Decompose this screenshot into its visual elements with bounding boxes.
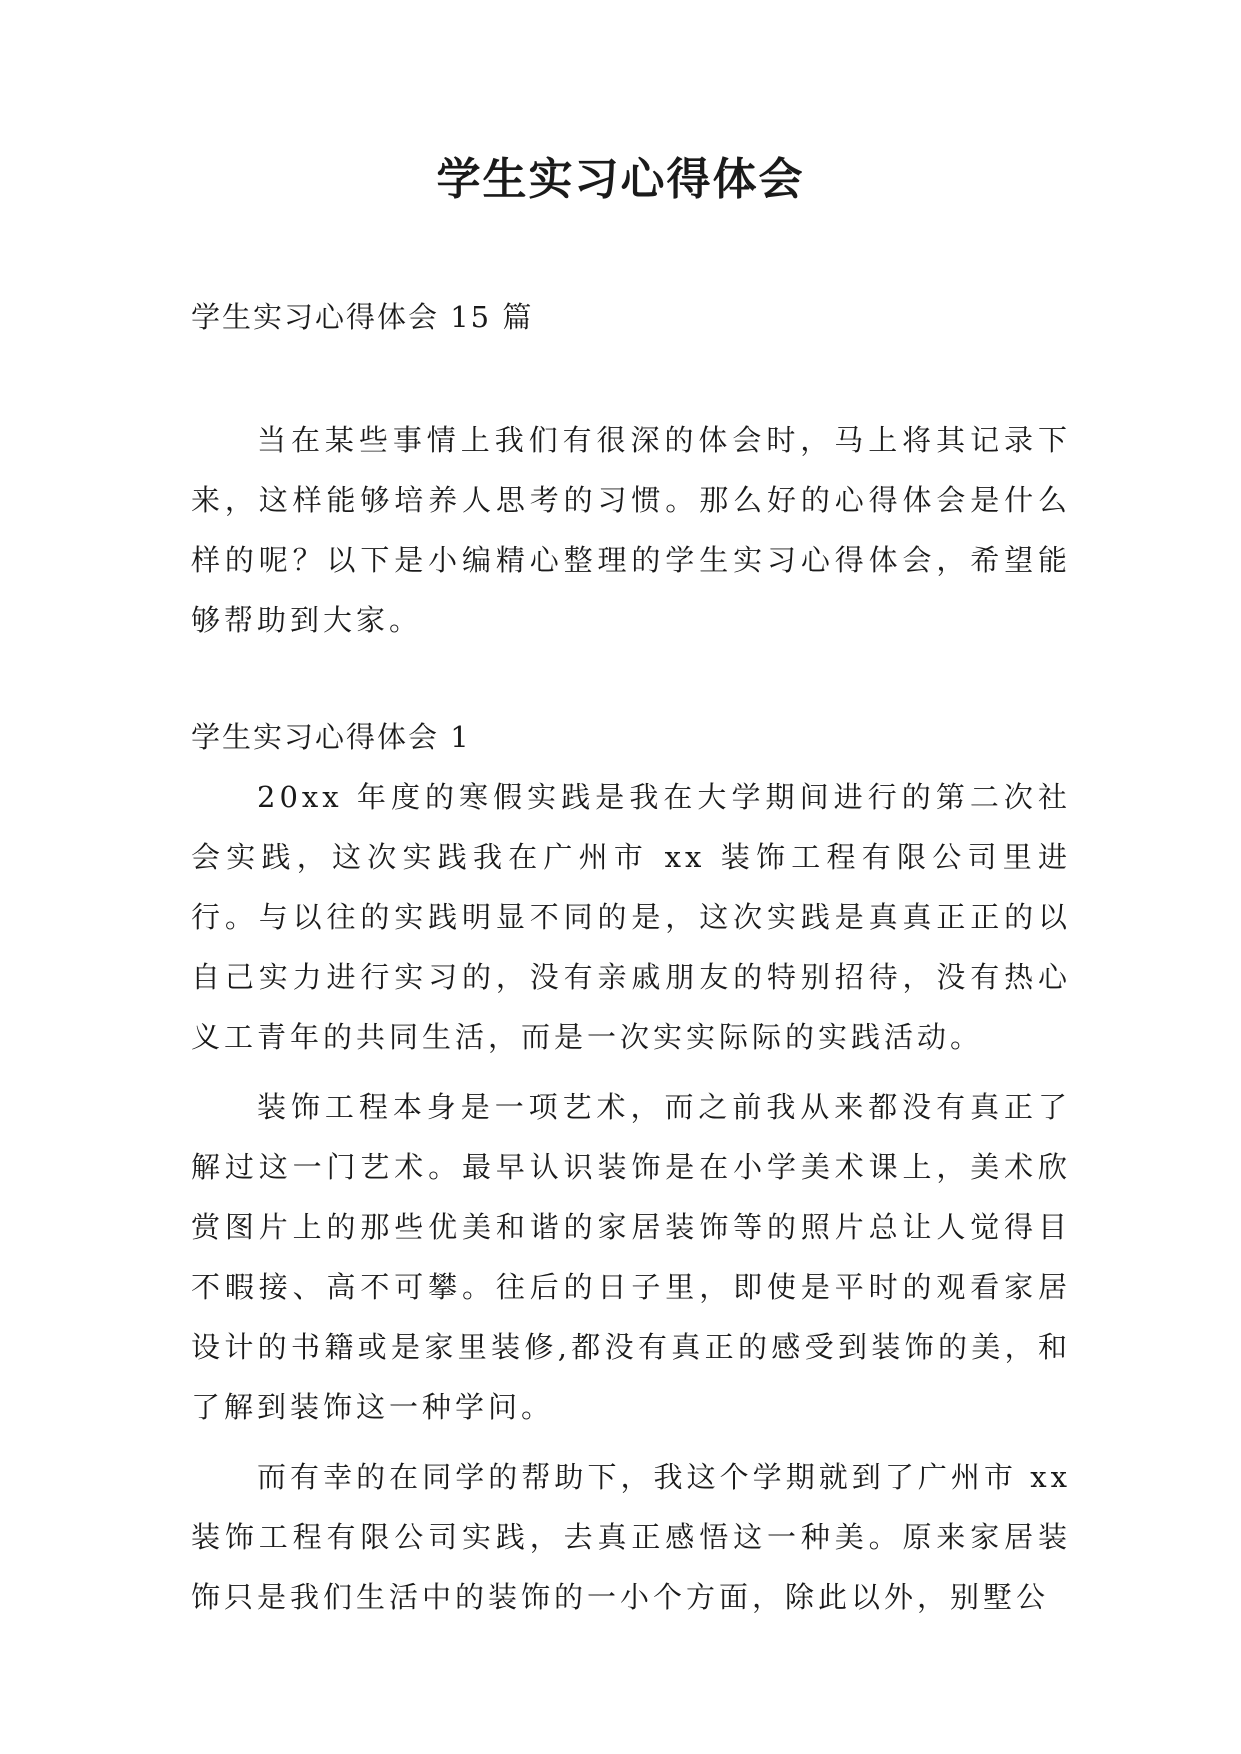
body-paragraph: 装饰工程本身是一项艺术，而之前我从来都没有真正了解过这一门艺术。最早认识装饰是在小学美术课上，美术欣赏图片上的那些优美和谐的家居装饰等的照片总让人觉得目不暇接、高不可攀。往后的日子里，即使是平时的观看家居设计的书籍或是家里装修,都没有真正的感受到装饰的美，和了解到装饰这一种学问。 (191, 1090, 1071, 1424)
body-paragraph: 而有幸的在同学的帮助下，我这个学期就到了广州市 xx 装饰工程有限公司实践，去真正感悟这一种美。原来家居装饰只是我们生活中的装饰的一小个方面，除此以外，别墅公 (191, 1460, 1071, 1614)
document-subtitle: 学生实习心得体会 15 篇 (191, 300, 534, 334)
body-paragraph: 20xx 年度的寒假实践是我在大学期间进行的第二次社会实践，这次实践我在广州市 xx 装饰工程有限公司里进行。与以往的实践明显不同的是，这次实践是真真正正的以自己实力进行实习的，没有亲戚朋友的特别招待，没有热心义工青年的共同生活，而是一次实实际际的实践活动。 (191, 780, 1071, 1054)
document-title: 学生实习心得体会 (436, 154, 805, 205)
document-body (191, 287, 1071, 1627)
intro-paragraph: 当在某些事情上我们有很深的体会时，马上将其记录下来，这样能够培养人思考的习惯。那么好的心得体会是什么样的呢？以下是小编精心整理的学生实习心得体会，希望能够帮助到大家。 (191, 423, 1071, 637)
section-heading: 学生实习心得体会 1 (191, 720, 471, 754)
